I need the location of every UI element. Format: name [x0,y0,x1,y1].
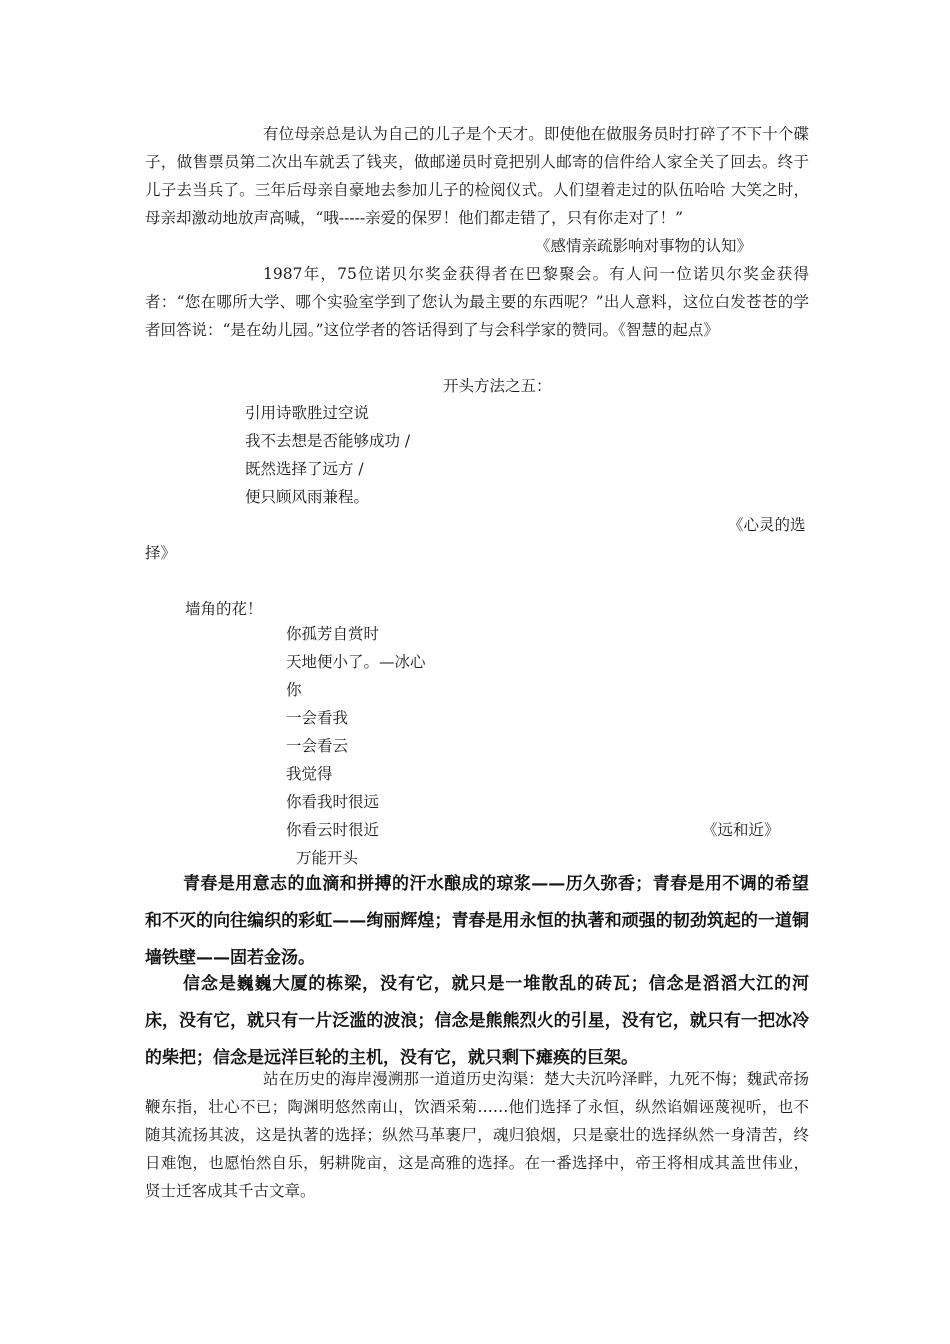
poem-line: 你看云时很近 [286,821,380,839]
poem-line: 既然选择了远方 / [245,460,364,478]
poem-line: 我不去想是否能够成功 / [245,432,411,450]
source-citation: 《心灵的选 [728,516,806,534]
section-heading: 开头方法之五： [443,377,552,395]
bold-paragraph-belief: 信念是巍巍大厦的栋梁，没有它，就只是一堆散乱的砖瓦；信念是滔滔大江的河床，没有它，就只有一片泛滥的波浪；信念是熊熊烈火的引星，没有它，就只有一把冰冷的柴把；信念是远洋巨轮的主机，没有它，就只剩下瘫痪的巨架。 [145,974,809,1068]
poem-line: 我觉得 [286,765,333,783]
poem-line: 便只顾风雨兼程。 [245,488,370,506]
poem-line: 一会看云 [286,737,349,755]
paragraph-mother-story: 有位母亲总是认为自己的儿子是个天才。即使他在做服务员时打碎了不下十个碟子，做售票员第二次出车就丢了钱夹，做邮递员时竟把别人邮寄的信件给人家全关了回去。终于儿子去当兵了。三年后母亲自豪地去参加儿子的检阅仪式。人们望着走过的队伍哈哈 大笑之时，母亲却激动地放声高喊，“哦-----亲爱的保罗！他们都走错了，只有你走对了！” [145,125,809,227]
section-heading: 万能开头 [296,849,359,867]
poem-line: 引用诗歌胜过空说 [245,404,370,422]
poem-line: 你看我时很远 [286,793,380,811]
paragraph-nobel-story: 1987年，75位诺贝尔奖金获得者在巴黎聚会。有人问一位诺贝尔奖金获得者：“您在哪所大学、哪个实验室学到了您认为最主要的东西呢？”出人意料，这位白发苍苍的学者回答说：“是在幼儿园。”这位学者的答话得到了与会科学家的赞同。《智慧的起点》 [145,265,809,339]
source-citation: 《感情亲疏影响对事物的认知》 [535,237,753,255]
poem-line: 你 [286,681,302,699]
paragraph-history: 站在历史的海岸漫溯那一道道历史沟渠：楚大夫沉吟泽畔，九死不悔；魏武帝扬鞭东指，壮心不已；陶渊明悠然南山，饮酒采菊……他们选择了永恒，纵然谄媚诬蔑视听，也不随其流扬其波，这是执著的选择；纵然马革裹尸，魂归狼烟，只是豪壮的选择纵然一身清苦，终日难饱，也愿怡然自乐，躬耕陇亩，这是高雅的选择。在一番选择中，帝王将相成其盖世伟业，贤士迁客成其千古文章。 [145,1070,809,1200]
poem-line: 你孤芳自赏时 [286,625,380,643]
source-citation: 择》 [145,544,177,562]
bold-paragraph-youth: 青春是用意志的血滴和拼搏的汗水酿成的琼浆——历久弥香；青春是用不调的希望和不灭的向往编织的彩虹——绚丽辉煌；青春是用永恒的执著和顽强的韧劲筑起的一道铜墙铁壁——固若金汤。 [145,874,809,968]
poem-line: 一会看我 [286,709,349,727]
poem-title: 墙角的花！ [185,600,263,618]
poem-line: 天地便小了。—冰心 [286,653,426,671]
source-citation: 《远和近》 [702,821,780,839]
